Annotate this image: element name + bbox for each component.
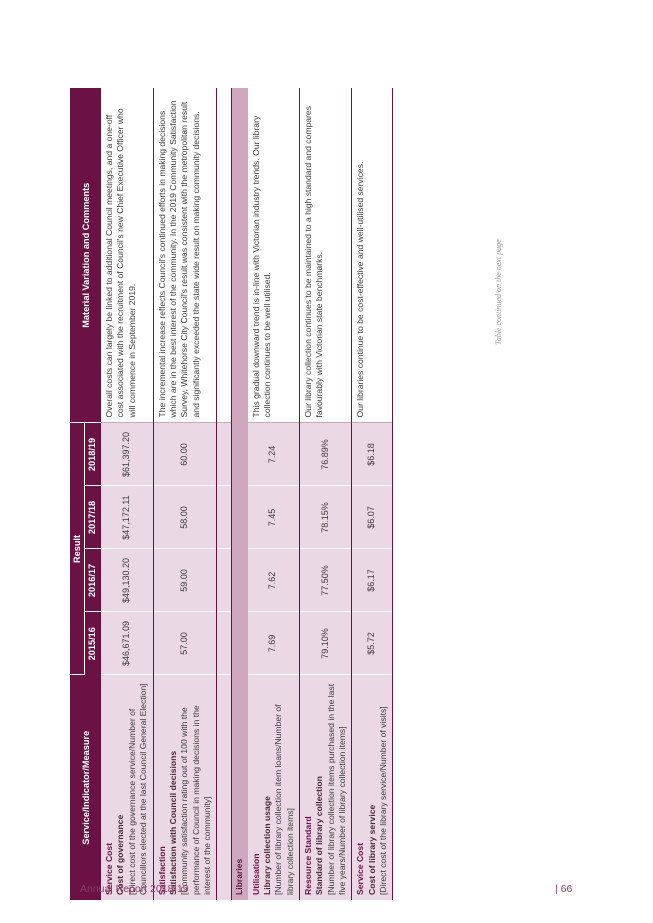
performance-table: [70, 88, 393, 900]
header-comments: Material Variation and Comments: [70, 88, 101, 423]
value-cell: $47,172.11: [101, 486, 153, 549]
value-cell: 78.15%: [299, 486, 351, 549]
measure-name: Library collection usage: [261, 796, 272, 895]
value-cell: 7.69: [248, 612, 300, 675]
service-label: Service Cost: [104, 842, 115, 895]
value-cell: 7.62: [248, 549, 300, 612]
header-year: 2018/19: [85, 423, 102, 486]
measure-cell: [299, 675, 351, 900]
value-cell: 79.10%: [299, 612, 351, 675]
measure-name: Standard of library collection: [314, 776, 325, 895]
table-row: [248, 88, 300, 900]
service-label: Resource Standard: [302, 816, 313, 895]
value-cell: $6.17: [352, 549, 393, 612]
header-year: 2016/17: [85, 549, 102, 612]
comment-cell: Our library collection continues to be maintained to a high standard and compares favourably with Victorian state benchmarks.: [299, 88, 351, 423]
footer-page-number: | 66: [555, 883, 573, 895]
value-cell: $46,671.09: [101, 612, 153, 675]
measure-description: [Number of library collection item loans/Number of library collection items]: [273, 704, 295, 895]
header-year: 2017/18: [85, 486, 102, 549]
section-row: [232, 88, 248, 900]
table-row: [153, 88, 217, 900]
service-label: Service Cost: [355, 842, 366, 895]
value-cell: 76.89%: [299, 423, 351, 486]
table-row: [352, 88, 393, 900]
header-result: Result: [70, 423, 85, 675]
service-label: Satisfaction: [156, 846, 167, 895]
value-cell: $49,130.20: [101, 549, 153, 612]
measure-cell: [101, 675, 153, 900]
measure-cell: [352, 675, 393, 900]
comment-cell: Overall costs can largely be linked to additional Council meetings, and a one-off cost associated with the recruitment of Council's new Chief Executive Officer who will commence in September 2019.: [101, 88, 153, 423]
measure-cell: [153, 675, 217, 900]
value-cell: 77.50%: [299, 549, 351, 612]
value-cell: 60.00: [153, 423, 217, 486]
value-cell: $61,397.20: [101, 423, 153, 486]
table-row: [101, 88, 153, 900]
value-cell: 59.00: [153, 549, 217, 612]
measure-description: [Direct cost of the governance service/Number of Councillors elected at the last Council General Election]: [126, 683, 149, 895]
header-measure: Service/Indicator/Measure: [70, 675, 101, 900]
measure-description: [Direct cost of the library service/Number of visits]: [378, 706, 389, 895]
measure-description: [Community satisfaction rating out of 100 with the performance of Council in making decisions in the interest of the community]: [179, 705, 212, 895]
section-title: Libraries: [232, 88, 248, 900]
measure-name: Satisfaction with Council decisions: [167, 750, 178, 895]
value-cell: 7.24: [248, 423, 300, 486]
measure-name: Cost of governance: [115, 814, 126, 895]
table-continued-note: Table continued on the next page: [494, 239, 503, 345]
rotated-page-content: [70, 85, 503, 900]
service-label: Utilisation: [250, 853, 261, 895]
table-row: [299, 88, 351, 900]
measure-name: Cost of library service: [366, 804, 377, 895]
comment-cell: The incremental increase reflects Council's continued efforts in making decisions which are in the best interest of the community. In the 2019 Community Satisfaction Survey, Whitehorse City Council's result was consistent with the metropolitan result and significantly exceeded the state wide result on making community decisions.: [153, 88, 217, 423]
measure-description: [Number of library collection items purchased in the last five years/Number of library collection items]: [325, 683, 347, 895]
spacer-row: [217, 88, 232, 900]
value-cell: 7.45: [248, 486, 300, 549]
value-cell: 58.00: [153, 486, 217, 549]
comment-cell: This gradual downward trend is in-line with Victorian industry trends. Our library collection continues to be well utilised.: [248, 88, 300, 423]
value-cell: $6.07: [352, 486, 393, 549]
comment-cell: Our libraries continue to be cost-effective and well-utilised services.: [352, 88, 393, 423]
measure-cell: [248, 675, 300, 900]
value-cell: 57.00: [153, 612, 217, 675]
value-cell: $6.18: [352, 423, 393, 486]
footer-report-title: Annual Report 2018-19: [80, 883, 189, 895]
value-cell: $5.72: [352, 612, 393, 675]
header-year: 2015/16: [85, 612, 102, 675]
